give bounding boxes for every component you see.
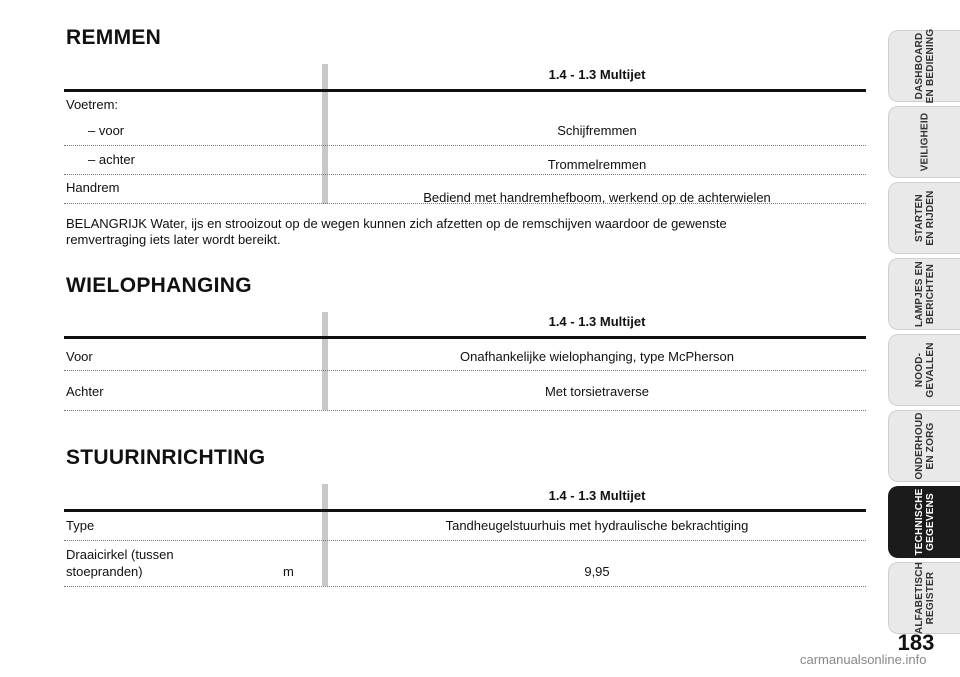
section-title-wielophanging: WIELOPHANGING	[66, 274, 252, 297]
row-label-achter: Achter	[66, 384, 104, 399]
brakes-note-line-2: remvertraging iets later wordt bereikt.	[66, 232, 281, 247]
tab-noodgevallen[interactable]: NOOD- GEVALLEN	[888, 334, 960, 406]
watermark: carmanualsonline.info	[800, 652, 927, 667]
row-label-turning-circle-cont: stoepranden)	[66, 564, 143, 579]
row-value-voor: Onafhankelijke wielophanging, type McPherson	[460, 349, 734, 364]
table-header-rule	[64, 509, 866, 512]
row-divider	[64, 586, 866, 587]
row-value-type: Tandheugelstuurhuis met hydraulische bekrachtiging	[445, 518, 749, 533]
table-header-rule	[64, 89, 866, 92]
row-value-voor: Schijfremmen	[557, 123, 637, 138]
row-value-achter: Trommelremmen	[547, 157, 647, 172]
row-divider	[64, 174, 866, 175]
row-divider	[64, 145, 866, 146]
section-title-stuurinrichting: STUURINRICHTING	[66, 446, 266, 469]
row-value-handrem: Bediend met handremhefboom, werkend op de achterwielen	[423, 190, 771, 205]
section-title-remmen: REMMEN	[66, 26, 162, 49]
row-label-voor: – voor	[88, 123, 125, 138]
tab-lampjes[interactable]: LAMPJES EN BERICHTEN	[888, 258, 960, 330]
row-label-achter: – achter	[88, 152, 135, 167]
suspension-table-header: 1.4 - 1.3 Multijet	[548, 314, 646, 329]
tab-onderhoud[interactable]: ONDERHOUD EN ZORG	[888, 410, 960, 482]
row-divider	[64, 410, 866, 411]
row-label-type: Type	[66, 518, 95, 533]
tab-dashboard[interactable]: DASHBOARD EN BEDIENING	[888, 30, 960, 102]
page-number: 183	[897, 630, 935, 655]
row-divider	[64, 370, 866, 371]
row-label-turning-circle: Draaicirkel (tussen	[66, 547, 174, 562]
steering-table-header: 1.4 - 1.3 Multijet	[548, 488, 646, 503]
row-divider	[64, 203, 866, 204]
tab-starten[interactable]: STARTEN EN RIJDEN	[888, 182, 960, 254]
row-divider	[64, 540, 866, 541]
unit-label: m	[283, 564, 294, 579]
brakes-table-header: 1.4 - 1.3 Multijet	[548, 67, 646, 82]
tab-veiligheid[interactable]: VEILIGHEID	[888, 106, 960, 178]
row-label-handrem: Handrem	[66, 180, 120, 195]
table-header-rule	[64, 336, 866, 339]
brakes-note-line-1: BELANGRIJK Water, ijs en strooizout op de wegen kunnen zich afzetten op de remschijven waardoor de gewenste	[66, 216, 727, 231]
row-label-voetrem: Voetrem:	[66, 97, 119, 112]
tab-alfabetisch-register[interactable]: ALFABETISCH REGISTER	[888, 562, 960, 634]
tab-technische-gegevens[interactable]: TECHNISCHE GEGEVENS	[888, 486, 960, 558]
row-label-voor: Voor	[66, 349, 93, 364]
row-value-achter: Met torsietraverse	[544, 384, 650, 399]
row-value-turning-circle: 9,95	[584, 564, 610, 579]
